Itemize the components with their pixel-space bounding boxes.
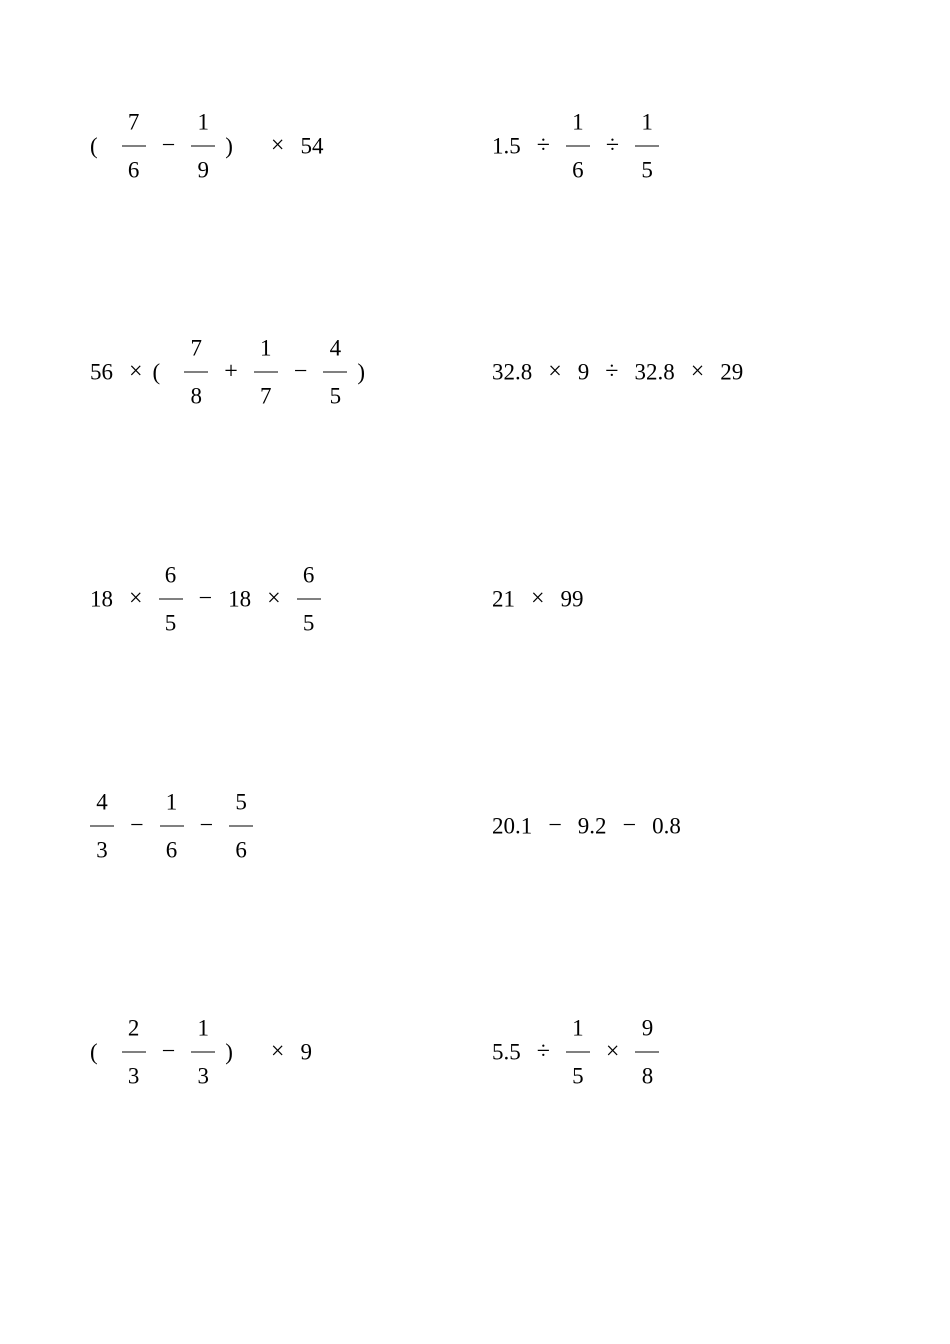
fraction xyxy=(566,111,590,182)
denominator: 5 xyxy=(329,383,342,409)
fraction xyxy=(159,564,183,635)
numerator: 1 xyxy=(572,109,584,135)
operator: − xyxy=(622,812,637,839)
problem-8 xyxy=(492,813,687,840)
numerator: 1 xyxy=(165,789,178,815)
fraction xyxy=(229,791,253,862)
operator: × xyxy=(267,585,281,612)
numerator: 1 xyxy=(197,109,209,135)
fraction xyxy=(323,337,347,408)
operator: − xyxy=(199,812,214,839)
operator: ÷ xyxy=(605,358,619,385)
numerator: 5 xyxy=(235,789,247,815)
denominator: 7 xyxy=(260,383,272,409)
operator: − xyxy=(130,812,144,839)
term: 99 xyxy=(560,586,584,611)
denominator: 6 xyxy=(165,837,178,863)
numerator: 1 xyxy=(260,335,272,361)
denominator: 5 xyxy=(164,610,177,636)
numerator: 1 xyxy=(641,109,653,135)
operator: × xyxy=(690,358,705,385)
operator: ÷ xyxy=(605,132,620,159)
fraction xyxy=(160,791,184,862)
term: 21 xyxy=(492,586,515,611)
operator: × xyxy=(548,358,562,385)
numerator: 7 xyxy=(127,109,140,135)
numerator: 9 xyxy=(641,1015,654,1041)
term: ( xyxy=(90,133,98,158)
operator: − xyxy=(161,132,176,159)
numerator: 6 xyxy=(302,562,315,588)
fraction xyxy=(297,564,321,635)
problem-4 xyxy=(492,359,749,386)
numerator: 6 xyxy=(164,562,177,588)
fraction xyxy=(254,337,278,408)
term: 5.5 xyxy=(492,1039,521,1064)
fraction xyxy=(191,1017,215,1088)
problem-2 xyxy=(492,111,665,182)
term: 20.1 xyxy=(492,813,533,838)
operator: × xyxy=(129,358,143,385)
operator: − xyxy=(161,1038,176,1065)
operator: − xyxy=(293,358,308,385)
term: 32.8 xyxy=(634,359,675,384)
denominator: 3 xyxy=(127,1063,140,1089)
term: 9 xyxy=(300,1039,312,1064)
operator: × xyxy=(270,1038,285,1065)
operator: ÷ xyxy=(536,1038,550,1065)
fraction xyxy=(184,337,208,408)
operator: × xyxy=(129,585,143,612)
denominator: 6 xyxy=(127,157,140,183)
denominator: 5 xyxy=(641,157,653,183)
numerator: 1 xyxy=(572,1015,584,1041)
problem-1 xyxy=(90,111,329,182)
numerator: 4 xyxy=(96,789,108,815)
problem-10 xyxy=(492,1017,665,1088)
denominator: 3 xyxy=(96,837,108,863)
fraction xyxy=(635,111,659,182)
denominator: 3 xyxy=(197,1063,209,1089)
operator: × xyxy=(531,585,545,612)
fraction xyxy=(90,791,114,862)
denominator: 6 xyxy=(235,837,247,863)
operator: − xyxy=(198,585,213,612)
fraction xyxy=(191,111,215,182)
operator: + xyxy=(224,358,238,385)
problem-6 xyxy=(492,586,590,613)
term: ) xyxy=(225,133,233,158)
operator: − xyxy=(548,812,562,839)
term: ( xyxy=(152,359,161,384)
term: 18 xyxy=(90,586,113,611)
term: ( xyxy=(90,1039,98,1064)
operator: × xyxy=(270,132,285,159)
term: ) xyxy=(225,1039,233,1064)
term: 18 xyxy=(228,586,252,611)
operator: × xyxy=(605,1038,620,1065)
denominator: 5 xyxy=(572,1063,584,1089)
term: 54 xyxy=(300,133,324,158)
problem-9 xyxy=(90,1017,318,1088)
fraction xyxy=(122,1017,146,1088)
term: 0.8 xyxy=(652,813,681,838)
term: ) xyxy=(357,359,365,384)
denominator: 9 xyxy=(197,157,209,183)
numerator: 7 xyxy=(190,335,202,361)
term: 32.8 xyxy=(492,359,533,384)
fraction xyxy=(635,1017,659,1088)
operator: ÷ xyxy=(536,132,550,159)
problem-3 xyxy=(90,337,393,408)
term: 9.2 xyxy=(577,813,607,838)
numerator: 4 xyxy=(329,335,342,361)
problem-7 xyxy=(90,791,259,862)
denominator: 6 xyxy=(572,157,584,183)
term: 9 xyxy=(577,359,590,384)
numerator: 1 xyxy=(197,1015,209,1041)
numerator: 2 xyxy=(127,1015,140,1041)
fraction xyxy=(566,1017,590,1088)
denominator: 5 xyxy=(302,610,315,636)
denominator: 8 xyxy=(641,1063,654,1089)
fraction xyxy=(122,111,146,182)
problem-5 xyxy=(90,564,327,635)
denominator: 8 xyxy=(190,383,202,409)
term: 56 xyxy=(90,359,113,384)
term: 1.5 xyxy=(492,133,521,158)
term: 29 xyxy=(720,359,744,384)
